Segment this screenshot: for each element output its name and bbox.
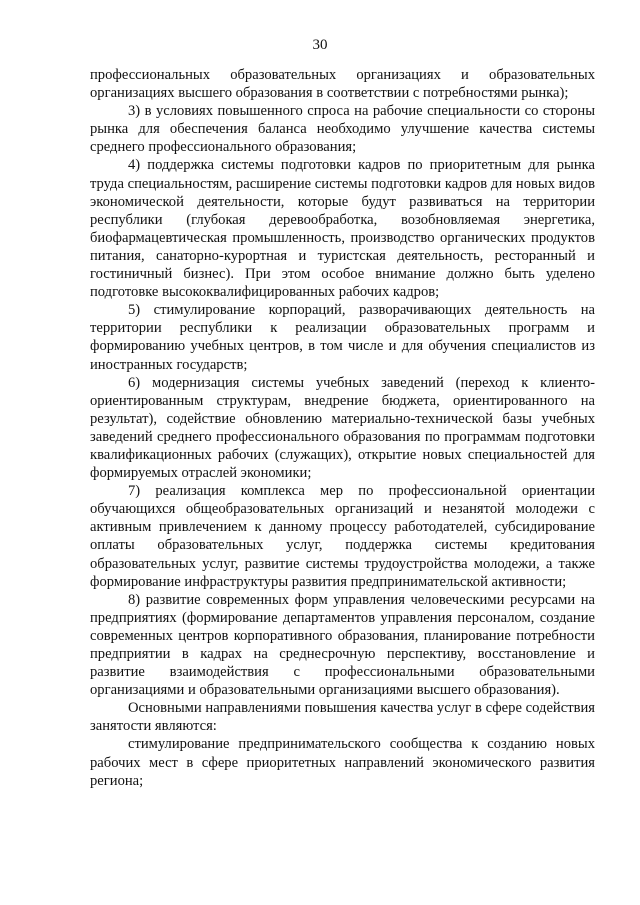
list-item-8: 8) развитие современных форм управления человеческими ресурсами на предприятиях (формирование департаментов управления персоналом, создание современных центров корпоративного образования, планирование потребности предприятии в кадрах на среднесрочную перспективу, восстановление и развитие взаимодействия с профессиональными образовательными организациями и образовательными организациями высшего образования). (90, 591, 595, 699)
document-body (90, 66, 595, 790)
paragraph-stimulation: стимулирование предпринимательского сообщества к созданию новых рабочих мест в сфере приоритетных направлений экономического развития региона; (90, 736, 595, 789)
paragraph-employment-directions: Основными направлениями повышения качества услуг в сфере содействия занятости являются: (90, 700, 595, 735)
paragraph-continuation: профессиональных образовательных организациях и образовательных организациях высшего образования в соответствии с потребностями рынка); (90, 67, 595, 102)
list-item-7: 7) реализация комплекса мер по профессиональной ориентации обучающихся общеобразовательных организаций и незанятой молодежи с активным привлечением к данному процессу работодателей, субсидирование оплаты образовательных услуг, поддержка системы кредитования образовательных услуг, развитие системы трудоустройства молодежи, а также формирование инфраструктуры развития предпринимательской активности; (90, 483, 595, 590)
page-number: 30 (312, 37, 328, 53)
list-item-3: 3) в условиях повышенного спроса на рабочие специальности со стороны рынка для обеспечения баланса необходимо улучшение качества системы среднего профессионального образования; (90, 103, 595, 156)
list-item-4: 4) поддержка системы подготовки кадров по приоритетным для рынка труда специальностям, расширение системы подготовки кадров для новых видов экономической деятельности, которые будут развиваться на территории республики (глубокая деревообработка, возобновляемая энергетика, биофармацевтическая промышленность, производство органических продуктов питания, санаторно-курортная и туристская деятельность, ресторанный и гостиничный бизнес). При этом особое внимание должно быть уделено подготовке высококвалифицированных рабочих кадров; (90, 157, 595, 301)
list-item-5: 5) стимулирование корпораций, разворачивающих деятельность на территории республики к реализации образовательных программ и формированию учебных центров, в том числе и для обучения специалистов из иностранных государств; (90, 302, 595, 373)
list-item-6: 6) модернизация системы учебных заведений (переход к клиенто-ориентированным структурам, внедрение бюджета, ориентированного на результат), содействие обновлению материально-технической базы учебных заведений среднего профессионального образования по программам подготовки квалификационных рабочих (служащих), открытие новых специальностей для формируемых отраслей экономики; (90, 374, 595, 482)
